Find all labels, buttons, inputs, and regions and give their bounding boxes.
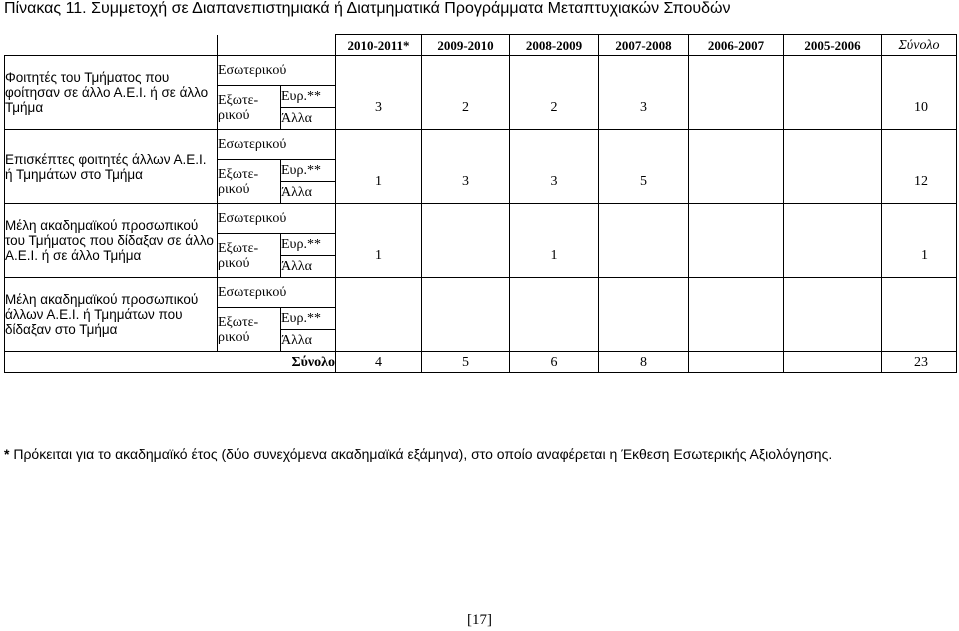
value-cell: 12 bbox=[882, 160, 957, 204]
value-cell bbox=[422, 308, 510, 352]
value-cell: 2 bbox=[510, 86, 599, 130]
value-cell bbox=[689, 86, 784, 130]
external-label-line2: ρικού bbox=[218, 181, 250, 197]
value-cell: 1 bbox=[336, 234, 422, 278]
value-cell bbox=[784, 278, 882, 308]
value-cell bbox=[784, 308, 882, 352]
external-label-line1: Εξωτε- bbox=[218, 240, 259, 256]
table-row bbox=[5, 130, 957, 160]
external-label-line2: ρικού bbox=[218, 329, 250, 345]
internal-label: Εσωτερικού bbox=[218, 278, 336, 308]
table-row bbox=[5, 56, 957, 86]
header-year-2008-2009: 2008-2009 bbox=[510, 35, 599, 56]
value-cell bbox=[599, 308, 689, 352]
total-value bbox=[784, 352, 882, 373]
value-cell bbox=[784, 130, 882, 160]
value-cell bbox=[689, 308, 784, 352]
header-year-2009-2010: 2009-2010 bbox=[422, 35, 510, 56]
value-cell bbox=[422, 204, 510, 234]
other-label: Άλλα bbox=[281, 182, 336, 204]
value-cell bbox=[689, 234, 784, 278]
value-cell bbox=[336, 56, 422, 86]
value-cell bbox=[784, 160, 882, 204]
category-label: Μέλη ακαδημαϊκού προσωπικού του Τμήματος που δίδαξαν σε άλλο Α.Ε.Ι. ή σε άλλο Τμήμα bbox=[5, 204, 218, 278]
value-cell: 1 bbox=[882, 234, 957, 278]
external-label-line1: Εξωτε- bbox=[218, 314, 259, 330]
value-cell bbox=[882, 130, 957, 160]
other-label: Άλλα bbox=[281, 256, 336, 278]
external-label-line1: Εξωτε- bbox=[218, 166, 259, 182]
external-label-line2: ρικού bbox=[218, 255, 250, 271]
value-cell bbox=[422, 56, 510, 86]
value-cell bbox=[599, 234, 689, 278]
category-label: Φοιτητές του Τμήματος που φοίτησαν σε άλλο Α.Ε.Ι. ή σε άλλο Τμήμα bbox=[5, 56, 218, 130]
header-year-2006-2007: 2006-2007 bbox=[689, 35, 784, 56]
value-cell bbox=[336, 308, 422, 352]
value-cell bbox=[689, 204, 784, 234]
eur-label: Ευρ.** bbox=[281, 86, 336, 108]
total-label: Σύνολο bbox=[5, 352, 336, 373]
value-cell: 3 bbox=[599, 86, 689, 130]
footnote-marker: * bbox=[4, 446, 10, 462]
value-cell: 5 bbox=[599, 160, 689, 204]
header-row bbox=[5, 35, 957, 56]
value-cell bbox=[689, 130, 784, 160]
category-label: Επισκέπτες φοιτητές άλλων Α.Ε.Ι. ή Τμημάτων στο Τμήμα bbox=[5, 130, 218, 204]
total-value: 5 bbox=[422, 352, 510, 373]
value-cell: 1 bbox=[510, 234, 599, 278]
value-cell bbox=[422, 130, 510, 160]
value-cell bbox=[689, 278, 784, 308]
table-row bbox=[5, 278, 957, 308]
value-cell bbox=[689, 160, 784, 204]
value-cell bbox=[422, 278, 510, 308]
value-cell bbox=[882, 308, 957, 352]
internal-label: Εσωτερικού bbox=[218, 130, 336, 160]
other-label: Άλλα bbox=[281, 108, 336, 130]
total-value: 8 bbox=[599, 352, 689, 373]
eur-label: Ευρ.** bbox=[281, 234, 336, 256]
footnote-text: Πρόκειται για το ακαδημαϊκό έτος (δύο συνεχόμενα ακαδημαϊκά εξάμηνα), στο οποίο αναφέρεται η Έκθεση Εσωτερικής Αξιολόγησης. bbox=[9, 446, 833, 462]
value-cell bbox=[784, 56, 882, 86]
value-cell: 3 bbox=[422, 160, 510, 204]
value-cell bbox=[599, 204, 689, 234]
total-row bbox=[5, 352, 957, 373]
header-year-2010-2011: 2010-2011* bbox=[336, 35, 422, 56]
external-label bbox=[218, 160, 281, 204]
value-cell bbox=[882, 204, 957, 234]
total-value: 6 bbox=[510, 352, 599, 373]
header-year-2005-2006: 2005-2006 bbox=[784, 35, 882, 56]
total-value: 23 bbox=[882, 352, 957, 373]
value-cell bbox=[336, 204, 422, 234]
external-label bbox=[218, 308, 281, 352]
external-label-line1: Εξωτε- bbox=[218, 92, 259, 108]
value-cell bbox=[510, 130, 599, 160]
value-cell bbox=[882, 56, 957, 86]
value-cell bbox=[784, 234, 882, 278]
internal-label: Εσωτερικού bbox=[218, 56, 336, 86]
value-cell bbox=[599, 130, 689, 160]
value-cell bbox=[510, 278, 599, 308]
footnote bbox=[4, 446, 832, 462]
eur-label: Ευρ.** bbox=[281, 160, 336, 182]
value-cell bbox=[784, 204, 882, 234]
value-cell bbox=[599, 56, 689, 86]
category-label: Μέλη ακαδημαϊκού προσωπικού άλλων Α.Ε.Ι. ή Τμημάτων που δίδαξαν στο Τμήμα bbox=[5, 278, 218, 352]
value-cell bbox=[784, 86, 882, 130]
value-cell bbox=[422, 234, 510, 278]
value-cell: 2 bbox=[422, 86, 510, 130]
external-label bbox=[218, 86, 281, 130]
table-row bbox=[5, 204, 957, 234]
value-cell bbox=[510, 56, 599, 86]
total-value: 4 bbox=[336, 352, 422, 373]
value-cell bbox=[882, 278, 957, 308]
external-label bbox=[218, 234, 281, 278]
participation-table bbox=[4, 34, 957, 373]
value-cell bbox=[336, 278, 422, 308]
value-cell bbox=[510, 308, 599, 352]
value-cell: 1 bbox=[336, 160, 422, 204]
value-cell: 10 bbox=[882, 86, 957, 130]
header-year-2007-2008: 2007-2008 bbox=[599, 35, 689, 56]
value-cell bbox=[689, 56, 784, 86]
value-cell bbox=[336, 130, 422, 160]
value-cell: 3 bbox=[510, 160, 599, 204]
internal-label: Εσωτερικού bbox=[218, 204, 336, 234]
header-total: Σύνολο bbox=[882, 35, 957, 56]
table-title: Πίνακας 11. Συμμετοχή σε Διαπανεπιστημιακά ή Διατμηματικά Προγράμματα Μεταπτυχιακών Σπουδών bbox=[4, 0, 731, 17]
page-number: [17] bbox=[467, 612, 492, 628]
value-cell bbox=[510, 204, 599, 234]
value-cell: 3 bbox=[336, 86, 422, 130]
total-value bbox=[689, 352, 784, 373]
other-label: Άλλα bbox=[281, 330, 336, 352]
value-cell bbox=[599, 278, 689, 308]
eur-label: Ευρ.** bbox=[281, 308, 336, 330]
external-label-line2: ρικού bbox=[218, 107, 250, 123]
